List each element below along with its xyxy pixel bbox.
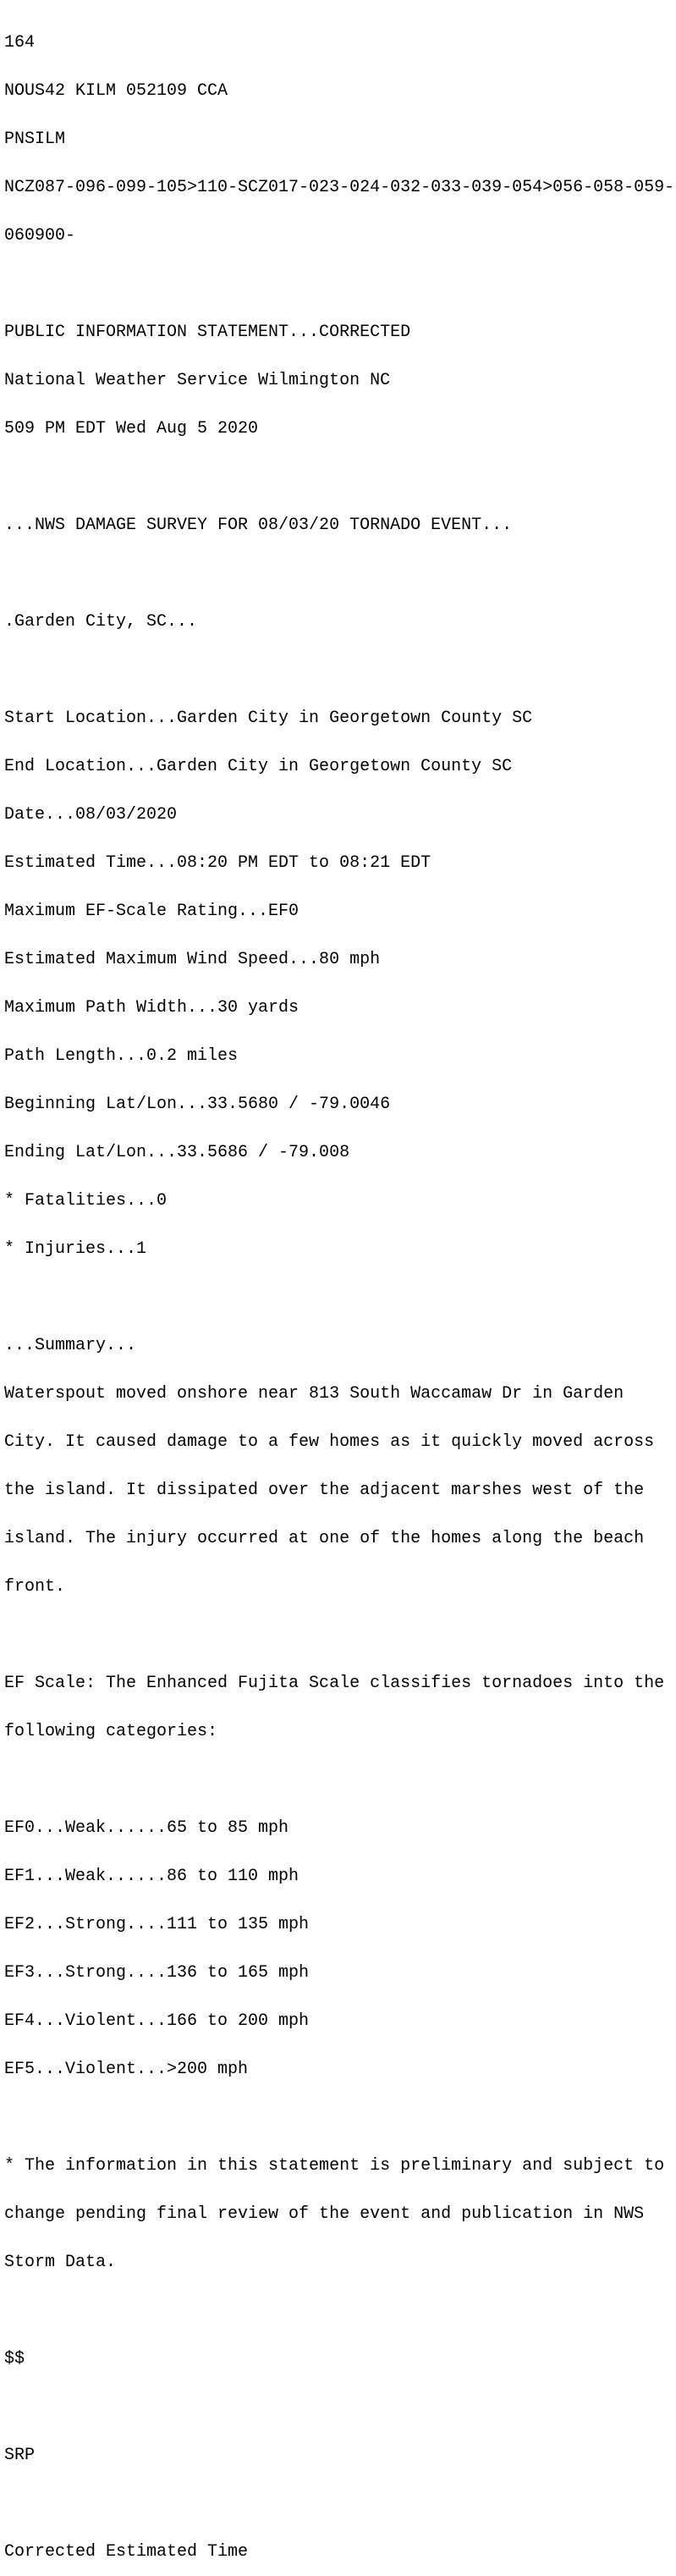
- correction-note: Corrected Estimated Time: [4, 2542, 249, 2562]
- fatalities: * Fatalities...0: [4, 1191, 168, 1211]
- start-location: Start Location...Garden City in Georgetown County SC: [4, 709, 533, 728]
- survey-headline: ...NWS DAMAGE SURVEY FOR 08/03/20 TORNADO EVENT...: [4, 516, 513, 535]
- ef-scale-row: EF4...Violent...166 to 200 mph: [4, 2011, 310, 2031]
- summary-line: the island. It dissipated over the adjacent marshes west of the: [4, 1481, 645, 1500]
- ef-scale-row: EF0...Weak......65 to 85 mph: [4, 1818, 289, 1838]
- blank-line: [4, 2496, 676, 2512]
- wmo-header: NOUS42 KILM 052109 CCA: [4, 81, 228, 101]
- blank-line: [4, 1289, 676, 1305]
- event-date: Date...08/03/2020: [4, 805, 178, 825]
- awips-id: PNSILM: [4, 130, 66, 149]
- ef-scale-row: EF5...Violent...>200 mph: [4, 2060, 249, 2079]
- path-length: Path Length...0.2 miles: [4, 1046, 239, 1066]
- estimated-time: Estimated Time...08:20 PM EDT to 08:21 EDT: [4, 853, 431, 873]
- location-heading: .Garden City, SC...: [4, 612, 198, 632]
- ugc-zones: NCZ087-096-099-105>110-SCZ017-023-024-032-033-039-054>056-058-059-: [4, 178, 675, 197]
- blank-line: [4, 469, 676, 485]
- ending-lat-lon: Ending Lat/Lon...33.5686 / -79.008: [4, 1143, 350, 1162]
- summary-heading: ...Summary...: [4, 1336, 137, 1355]
- wind-speed: Estimated Maximum Wind Speed...80 mph: [4, 950, 381, 969]
- ef-rating: Maximum EF-Scale Rating...EF0: [4, 902, 300, 921]
- blank-line: [4, 2303, 676, 2319]
- blank-line: [4, 2399, 676, 2415]
- summary-line: front.: [4, 1577, 66, 1597]
- blank-line: [4, 565, 676, 582]
- blank-line: [4, 662, 676, 678]
- ef-scale-intro: following categories:: [4, 1722, 218, 1741]
- path-width: Maximum Path Width...30 yards: [4, 998, 300, 1018]
- blank-line: [4, 1772, 676, 1788]
- issuing-office: National Weather Service Wilmington NC: [4, 371, 391, 390]
- blank-line: [4, 2110, 676, 2126]
- product-sequence: 164: [4, 33, 36, 52]
- disclaimer-line: * The information in this statement is preliminary and subject to: [4, 2156, 665, 2176]
- blank-line: [4, 1627, 676, 1643]
- disclaimer-line: Storm Data.: [4, 2253, 117, 2272]
- product-end-marker: $$: [4, 2349, 25, 2369]
- statement-title: PUBLIC INFORMATION STATEMENT...CORRECTED: [4, 323, 411, 342]
- summary-line: island. The injury occurred at one of the homes along the beach: [4, 1529, 645, 1548]
- end-location: End Location...Garden City in Georgetown County SC: [4, 757, 513, 776]
- ef-scale-row: EF1...Weak......86 to 110 mph: [4, 1867, 300, 1886]
- ef-scale-intro: EF Scale: The Enhanced Fujita Scale classifies tornadoes into the: [4, 1674, 665, 1693]
- summary-line: City. It caused damage to a few homes as it quickly moved across: [4, 1432, 655, 1452]
- ef-scale-row: EF3...Strong....136 to 165 mph: [4, 1963, 310, 1983]
- beginning-lat-lon: Beginning Lat/Lon...33.5680 / -79.0046: [4, 1095, 391, 1114]
- ef-scale-row: EF2...Strong....111 to 135 mph: [4, 1915, 310, 1934]
- disclaimer-line: change pending final review of the event and publication in NWS: [4, 2204, 645, 2224]
- issue-time: 509 PM EDT Wed Aug 5 2020: [4, 419, 259, 439]
- forecaster-initials: SRP: [4, 2446, 36, 2465]
- injuries: * Injuries...1: [4, 1239, 147, 1259]
- blank-line: [4, 276, 676, 292]
- ugc-expiration: 060900-: [4, 226, 76, 245]
- summary-line: Waterspout moved onshore near 813 South Waccamaw Dr in Garden: [4, 1384, 624, 1404]
